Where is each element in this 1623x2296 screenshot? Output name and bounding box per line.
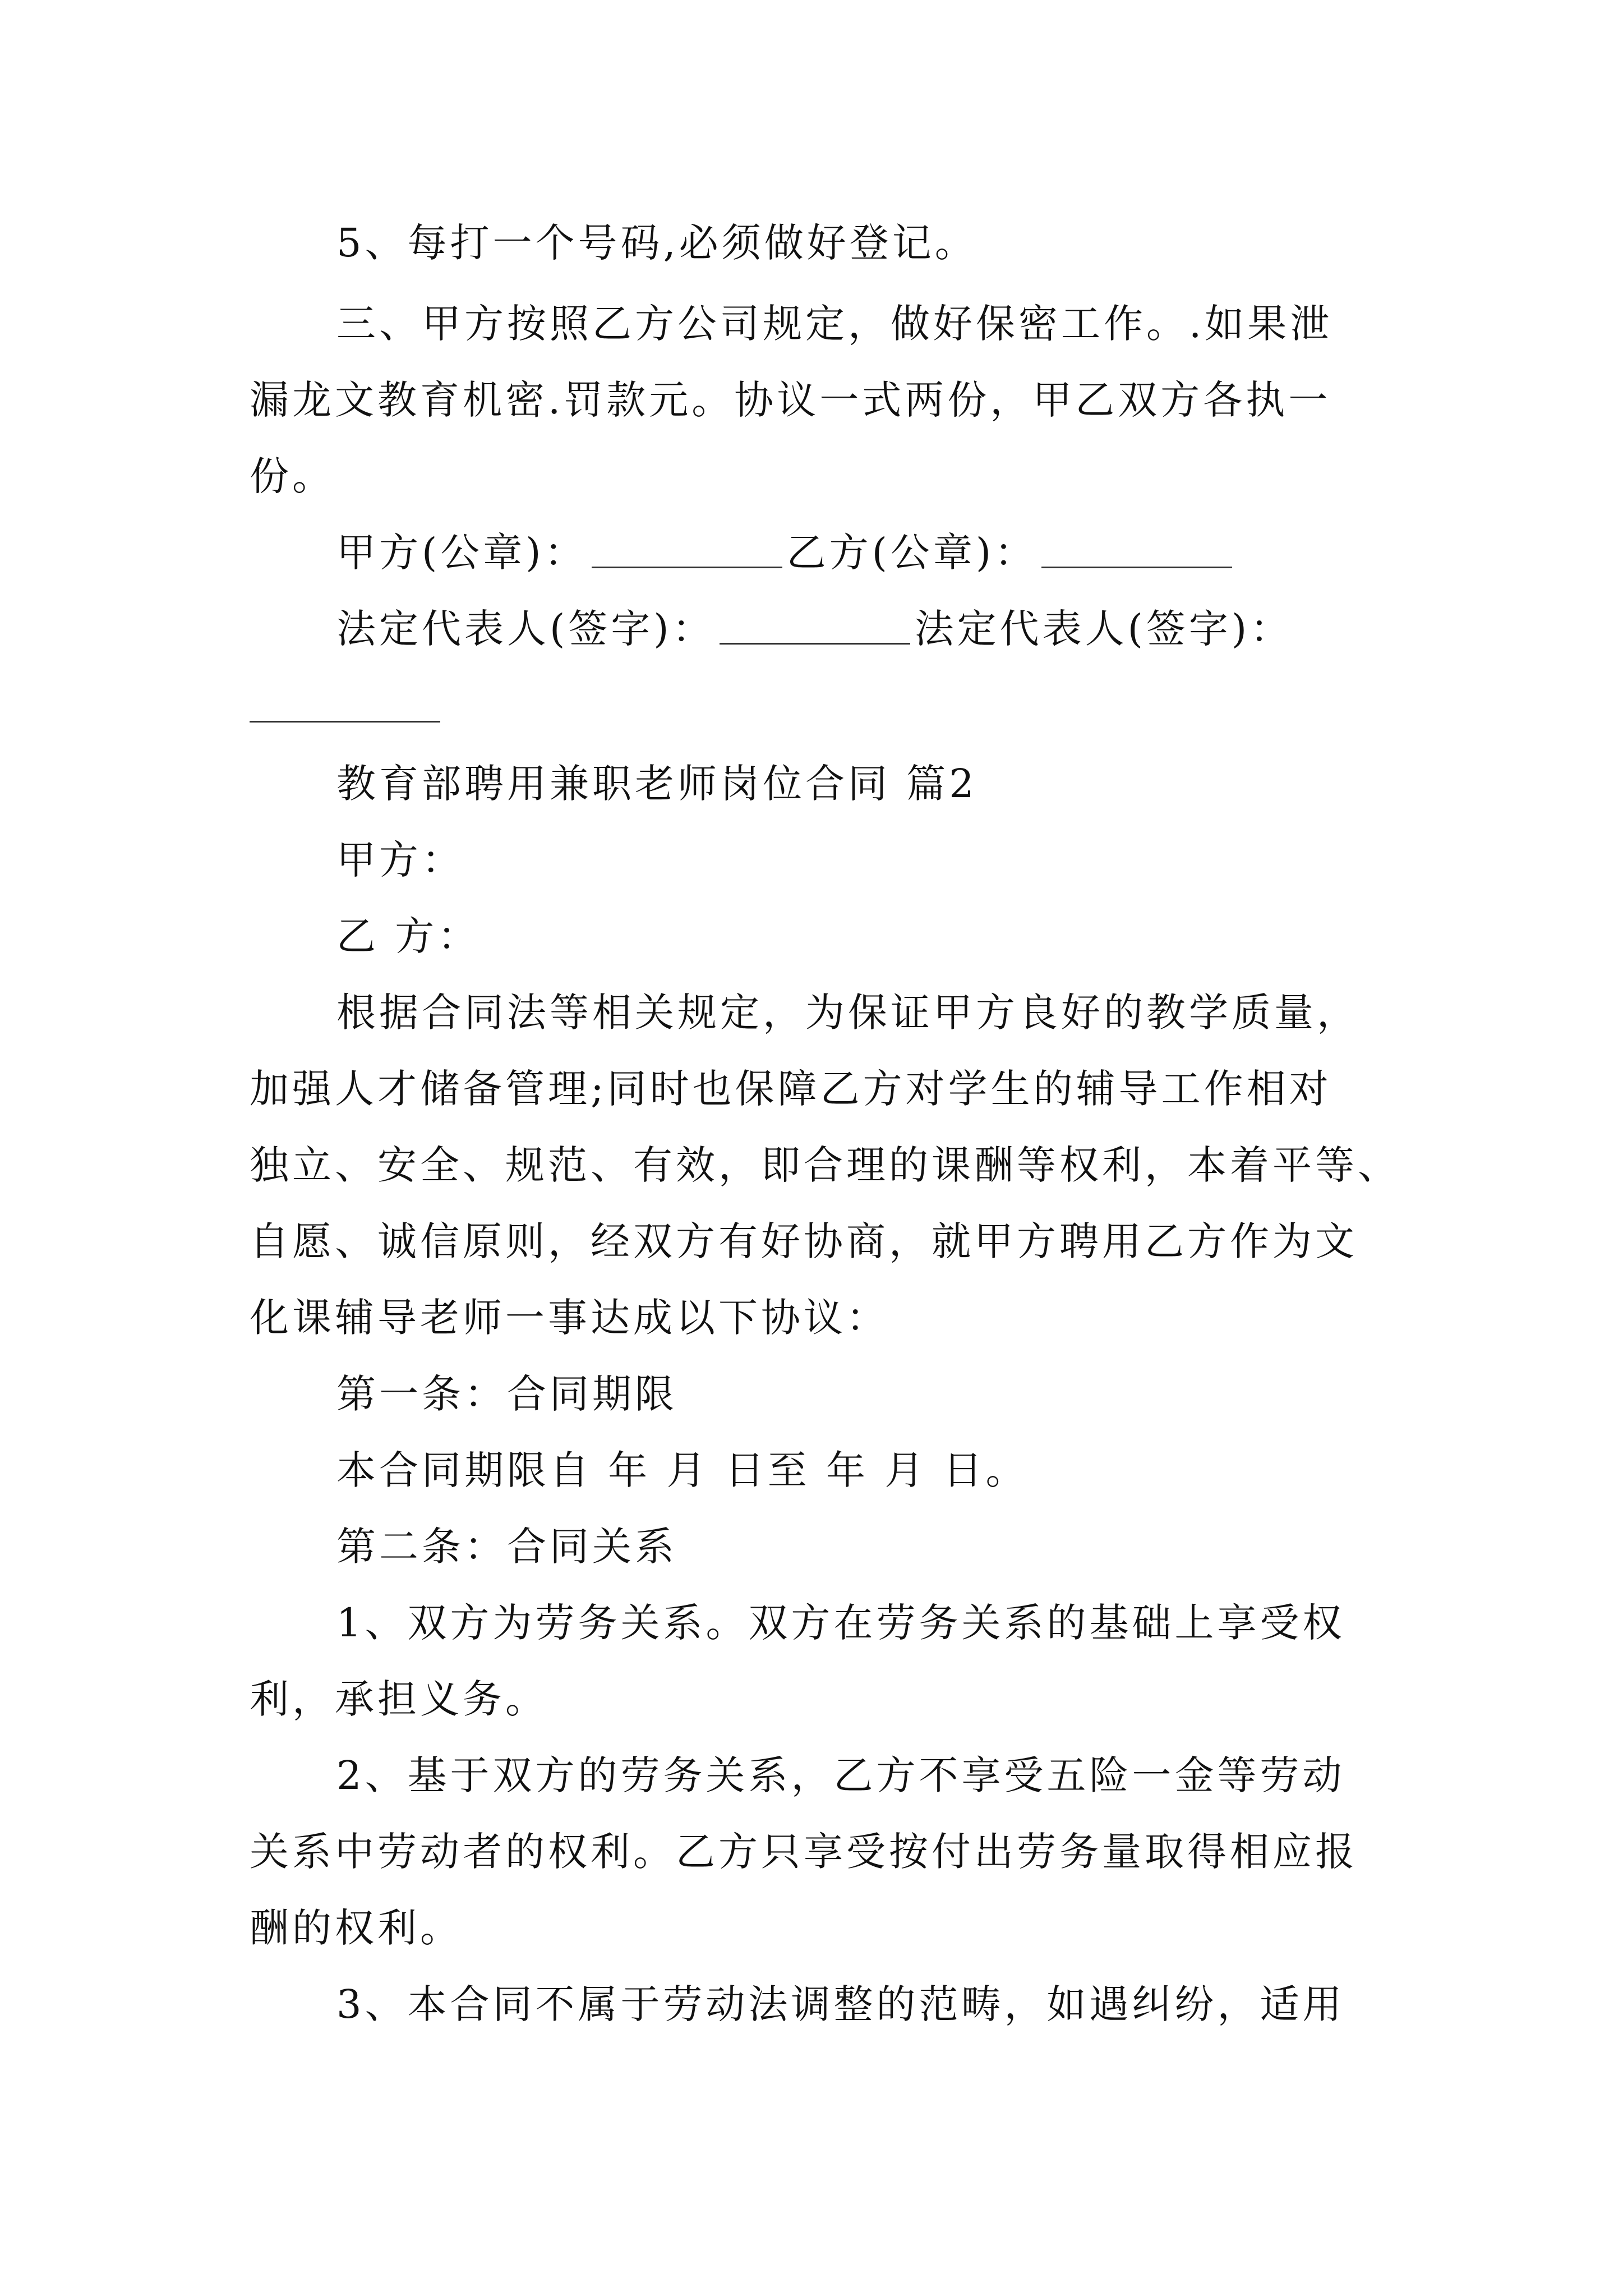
party-b-label: 乙 方： (336, 913, 481, 959)
article-2-p1-line-2: 利，承担义务。 (250, 1676, 548, 1722)
article-2-p3-line-1: 3、本合同不属于劳动法调整的范畴，如遇纠纷，适用 (336, 1981, 1345, 2027)
article-1-title: 第一条：合同期限 (336, 1371, 677, 1417)
clause-3-line-1: 三、甲方按照乙方公司规定，做好保密工作。.如果泄 (336, 301, 1333, 347)
item-5: 5、每打一个号码,必须做好登记。 (336, 220, 978, 266)
clause-3-line-3: 份。 (250, 453, 335, 499)
article-1-body: 本合同期限自 年 月 日至 年 月 日。 (336, 1447, 1029, 1493)
party-a-seal-label: 甲方(公章)： (336, 530, 587, 576)
article-2-p2-line-3: 酬的权利。 (250, 1905, 463, 1951)
article-2-title: 第二条：合同关系 (336, 1524, 677, 1570)
representative-line (336, 606, 1481, 652)
intro-line-2: 加强人才储备管理;同时也保障乙方对学生的辅导工作相对 (250, 1066, 1332, 1112)
rep-b-label: 法定代表人(签字)： (914, 606, 1293, 652)
party-b-seal-label: 乙方(公章)： (786, 530, 1038, 576)
intro-line-1: 根据合同法等相关规定，为保证甲方良好的教学质量， (336, 990, 1359, 1036)
rep-b-blank (250, 721, 440, 723)
party-a-label: 甲方： (336, 837, 464, 883)
intro-line-5: 化课辅导老师一事达成以下协议： (250, 1295, 889, 1341)
rep-a-blank (720, 611, 910, 645)
article-2-p2-line-1: 2、基于双方的劳务关系，乙方不享受五险一金等劳动 (336, 1752, 1345, 1798)
party-a-seal-blank (592, 535, 782, 568)
article-2-p1-line-1: 1、双方为劳务关系。双方在劳务关系的基础上享受权 (336, 1600, 1345, 1646)
seal-line (336, 530, 1481, 576)
party-b-seal-blank (1041, 535, 1232, 568)
rep-a-label: 法定代表人(签字)： (336, 606, 715, 652)
intro-line-4: 自愿、诚信原则，经双方有好协商，就甲方聘用乙方作为文 (250, 1218, 1358, 1264)
clause-3-line-2: 漏龙文教育机密.罚款元。协议一式两份，甲乙双方各执一 (250, 377, 1331, 423)
article-2-p2-line-2: 关系中劳动者的权利。乙方只享受按付出劳务量取得相应报 (250, 1829, 1358, 1875)
section-2-title: 教育部聘用兼职老师岗位合同 篇2 (336, 761, 978, 807)
intro-line-3: 独立、安全、规范、有效，即合理的课酬等权利，本着平等、 (250, 1142, 1400, 1188)
